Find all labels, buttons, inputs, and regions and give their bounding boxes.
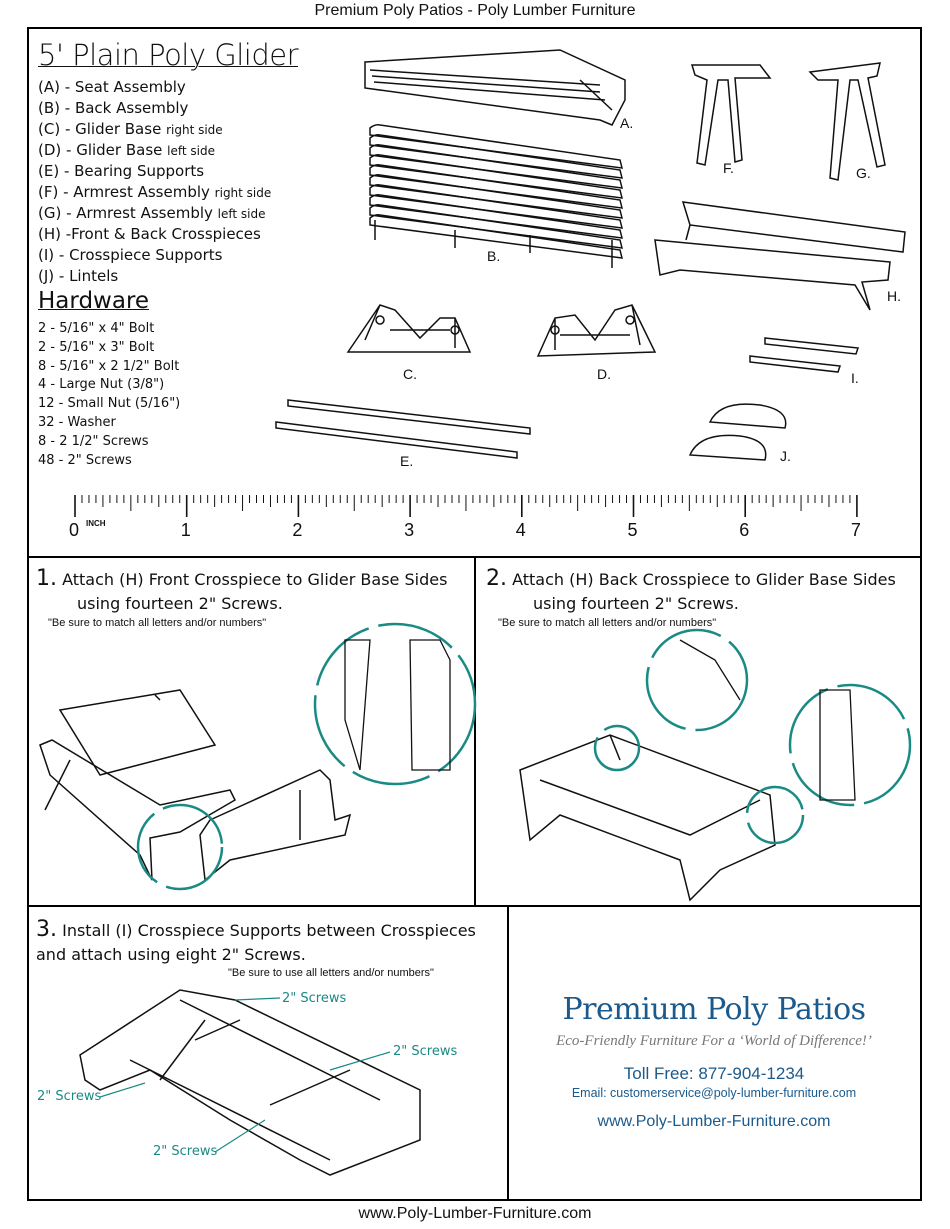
screws-callout: 2" Screws — [153, 1144, 218, 1159]
part-label-g: G. — [856, 165, 871, 181]
bearing-supports-drawing — [276, 400, 530, 458]
step3-drawing — [80, 990, 420, 1175]
part-name: (E) - Bearing Supports — [38, 162, 205, 180]
part-name: (H) -Front & Back Crosspieces — [38, 225, 261, 243]
back-assembly-drawing — [370, 125, 622, 268]
screws-callout: 2" Screws — [282, 991, 347, 1006]
ruler-unit: INCH — [86, 519, 106, 528]
part-name: (F) - Armrest Assembly — [38, 183, 210, 201]
part-label-f: F. — [723, 160, 734, 176]
step-3-note: "Be sure to use all letters and/or numbers" — [228, 967, 434, 979]
hardware-heading: Hardware — [38, 288, 150, 314]
crosspiece-supports-drawing — [750, 338, 858, 372]
step-1-note: "Be sure to match all letters and/or numbers" — [48, 617, 267, 629]
step-3-line2: and attach using eight 2" Screws. — [36, 945, 306, 964]
step-1-line2: using fourteen 2" Screws. — [77, 594, 283, 613]
brand-tagline: Eco-Friendly Furniture For a ‘World of Difference!’ — [556, 1033, 872, 1049]
part-label-a: A. — [620, 115, 634, 131]
part-label-d: D. — [597, 366, 611, 382]
part-name: (J) - Lintels — [38, 267, 119, 285]
part-label-i: I. — [851, 370, 859, 386]
hardware-item: 32 - Washer — [38, 415, 116, 430]
part-name: (C) - Glider Base — [38, 120, 162, 138]
hardware-item: 48 - 2" Screws — [38, 452, 132, 468]
detail-circle — [647, 630, 747, 730]
step-2-text — [486, 567, 896, 592]
crosspieces-drawing — [655, 202, 905, 310]
page-title: 5' Plain Poly Glider — [38, 38, 299, 72]
part-label-h: H. — [887, 288, 901, 304]
part-side: right side — [214, 186, 272, 200]
ruler-label: 7 — [850, 520, 861, 540]
screws-callout: 2" Screws — [37, 1089, 102, 1104]
step-line: Attach (H) Back Crosspiece to Glider Base Sides — [512, 570, 896, 589]
armrest-right-drawing — [692, 65, 770, 165]
step-number: 1. — [36, 566, 57, 591]
part-name: (B) - Back Assembly — [38, 99, 189, 117]
inch-ruler — [75, 495, 857, 517]
glider-base-right-drawing — [348, 305, 470, 352]
part-name: (D) - Glider Base — [38, 141, 163, 159]
lintels-drawing — [690, 404, 786, 460]
page-footer: www.Poly-Lumber-Furniture.com — [358, 1205, 592, 1222]
step-2-line2: using fourteen 2" Screws. — [533, 594, 739, 613]
ruler-label: 5 — [627, 520, 638, 540]
ruler-label: 0 — [69, 520, 80, 540]
page-header: Premium Poly Patios - Poly Lumber Furniture — [314, 2, 636, 19]
ruler-label: 6 — [739, 520, 750, 540]
part-name: (A) - Seat Assembly — [38, 78, 186, 96]
seat-assembly-drawing — [365, 50, 625, 125]
detail-circle — [315, 624, 475, 784]
hardware-item: 8 - 5/16" x 2 1/2" Bolt — [38, 358, 180, 374]
glider-base-left-drawing — [538, 305, 655, 356]
hardware-item: 2 - 5/16" x 3" Bolt — [38, 339, 155, 355]
step-1-text — [36, 567, 447, 592]
part-side: left side — [217, 207, 266, 221]
armrest-left-drawing — [810, 63, 885, 180]
detail-circle — [747, 787, 803, 843]
website-link[interactable]: www.Poly-Lumber-Furniture.com — [597, 1113, 831, 1130]
part-side: right side — [166, 123, 223, 137]
step-number: 2. — [486, 566, 507, 591]
contact-email[interactable]: Email: customerservice@poly-lumber-furniture.com — [571, 1086, 857, 1100]
toll-free-phone: Toll Free: 877-904-1234 — [623, 1064, 805, 1083]
step-number: 3. — [36, 917, 57, 942]
step-line: Install (I) Crosspiece Supports between Crosspieces — [62, 921, 476, 940]
ruler-label: 2 — [292, 520, 303, 540]
ruler-label: 4 — [515, 520, 526, 540]
hardware-item: 8 - 2 1/2" Screws — [38, 433, 149, 449]
part-name: (I) - Crosspiece Supports — [38, 246, 223, 264]
part-name: (G) - Armrest Assembly — [38, 204, 213, 222]
part-label-e: E. — [400, 453, 414, 469]
hardware-item: 2 - 5/16" x 4" Bolt — [38, 321, 155, 336]
step1-drawing — [40, 690, 350, 880]
detail-circle — [595, 726, 639, 770]
ruler-label: 1 — [180, 520, 191, 540]
hardware-item: 4 - Large Nut (3/8") — [38, 377, 165, 393]
step-line: Attach (H) Front Crosspiece to Glider Base Sides — [62, 570, 448, 589]
part-label-j: J. — [780, 448, 791, 464]
screws-callout: 2" Screws — [393, 1044, 458, 1059]
part-label-b: B. — [487, 248, 501, 264]
part-label-c: C. — [403, 366, 417, 382]
brand-logo: Premium Poly Patios — [562, 992, 866, 1027]
step2-drawing — [520, 735, 775, 900]
step-3-text — [36, 918, 476, 943]
ruler-label: 3 — [404, 520, 415, 540]
part-side: left side — [167, 144, 215, 158]
hardware-item: 12 - Small Nut (5/16") — [38, 396, 181, 412]
step-2-note: "Be sure to match all letters and/or numbers" — [498, 617, 717, 629]
